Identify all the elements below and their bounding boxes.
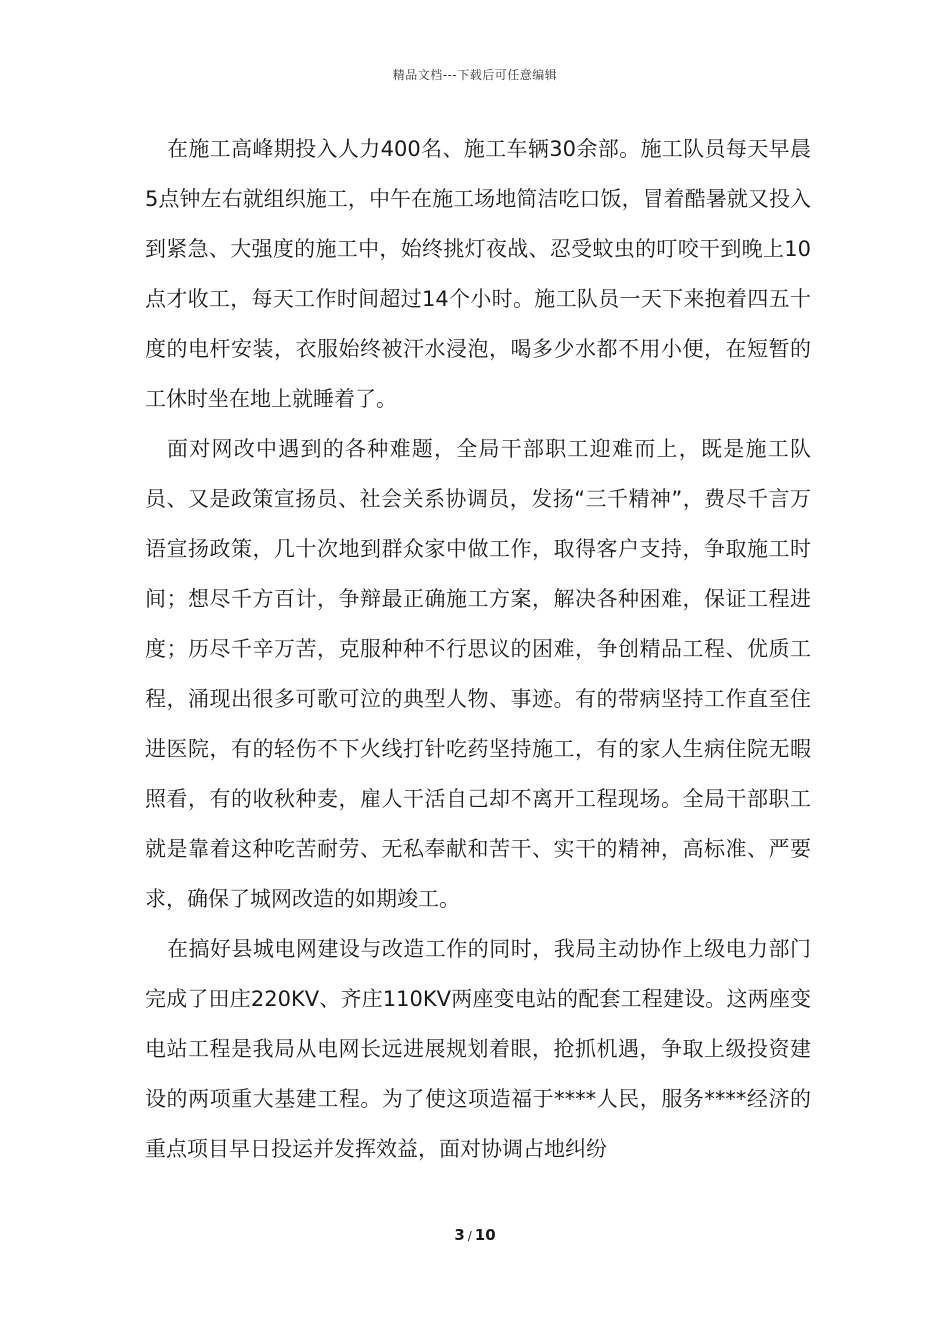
page-header: 精品文档---下载后可任意编辑 [392,68,558,82]
page-separator: / [467,1229,472,1243]
total-pages: 10 [474,1226,496,1244]
current-page: 3 [454,1226,465,1244]
paragraph-1: 在施工高峰期投入人力400名、施工车辆30余部。施工队员每天早晨5点钟左右就组织施工，中午在施工场地简洁吃口饭，冒着酷暑就又投入到紧急、大强度的施工中，始终挑灯夜战、忍受蚊虫的叮咬干到晚上10点才收工，每天工作时间超过14个小时。施工队员一天下来抱着四五十度的电杆安装，衣服始终被汗水浸泡，喝多少水都不用小便，在短暂的工休时坐在地上就睡着了。 [145,137,811,411]
document-body [145,124,811,1174]
page-number [0,1226,950,1244]
paragraph-3: 在搞好县城电网建设与改造工作的同时，我局主动协作上级电力部门完成了田庄220KV、齐庄110KV两座变电站的配套工程建设。这两座变电站工程是我局从电网长远进展规划着眼，抢抓机遇，争取上级投资建设的两项重大基建工程。为了使这项造福于****人民，服务****经济的重点项目早日投运并发挥效益，面对协调占地纠纷 [145,937,811,1161]
paragraph-2: 面对网改中遇到的各种难题，全局干部职工迎难而上，既是施工队员、又是政策宣扬员、社会关系协调员，发扬“三千精神”，费尽千言万语宣扬政策，几十次地到群众家中做工作，取得客户支持，争取施工时间；想尽千方百计，争辩最正确施工方案，解决各种困难，保证工程进度；历尽千辛万苦，克服种种不行思议的困难，争创精品工程、优质工程，涌现出很多可歌可泣的典型人物、事迹。有的带病坚持工作直至住进医院，有的轻伤不下火线打针吃药坚持施工，有的家人生病住院无暇照看，有的收秋种麦，雇人干活自己却不离开工程现场。全局干部职工就是靠着这种吃苦耐劳、无私奉献和苦干、实干的精神，高标准、严要求，确保了城网改造的如期竣工。 [145,437,811,911]
